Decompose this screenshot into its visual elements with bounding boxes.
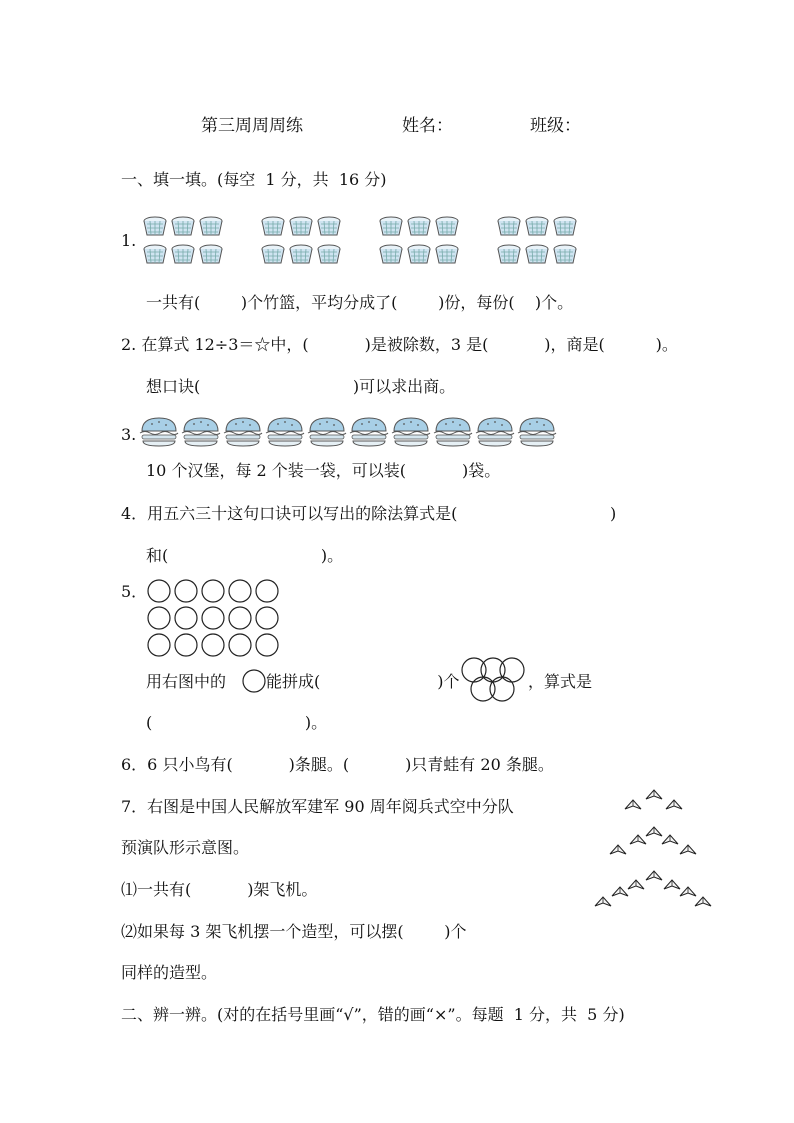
q6-text: 6．6 只小鸟有( )条腿。( )只青蛙有 20 条腿。 [121,755,554,774]
class-label: 班级： [530,116,581,136]
hamburger-icon [140,418,556,446]
section2-heading: 二、辨一辨。(对的在括号里画“√”，错的画“×”。每题 1 分，共 5 分) [121,1005,625,1024]
q2-line1: 2. 在算式 12÷3＝☆中，( )是被除数，3 是( )，商是( )。 [121,335,678,354]
q5-line1-c: ，算式是 [528,672,593,691]
airplane-icon [595,790,711,906]
section1-heading: 一、填一填。(每空 1 分，共 16 分) [121,170,387,189]
circle-grid [146,578,286,658]
basket-group [138,211,588,271]
q1-text: 一共有( )个竹篮，平均分成了( )份，每份( )个。 [146,293,574,312]
q4-line1: 4．用五六三十这句口诀可以写出的除法算式是( ) [121,504,617,523]
q7-sub2: ⑵如果每 3 架飞机摆一个造型，可以摆( )个 [121,922,467,941]
q1-number: 1. [121,231,137,250]
q7-line2: 预演队形示意图。 [121,838,250,857]
name-label: 姓名： [402,116,453,136]
q2-line2: 想口诀( )可以求出商。 [146,377,456,396]
circle-icon [148,580,278,656]
olympic-rings-icon [460,656,526,704]
q5-number: 5． [121,582,148,601]
airplane-formation [590,780,720,920]
single-circle-icon [242,669,266,693]
q3-text: 10 个汉堡，每 2 个装一袋，可以装( )袋。 [146,461,501,480]
q5-line1-b: 能拼成( )个 [266,672,460,691]
q3-number: 3. [121,425,137,444]
q5-line1-a: 用右图中的 [146,672,227,691]
q7-line1: 7．右图是中国人民解放军建军 90 周年阅兵式空中分队 [121,797,514,816]
q7-sub1: ⑴一共有( )架飞机。 [121,880,318,899]
q5-line2: ( )。 [146,713,328,732]
basket-icon [144,217,576,263]
q4-line2: 和( )。 [146,546,344,565]
burger-group [138,416,558,448]
page-title: 第三周周周练 [201,116,303,136]
q7-sub3: 同样的造型。 [121,963,218,982]
